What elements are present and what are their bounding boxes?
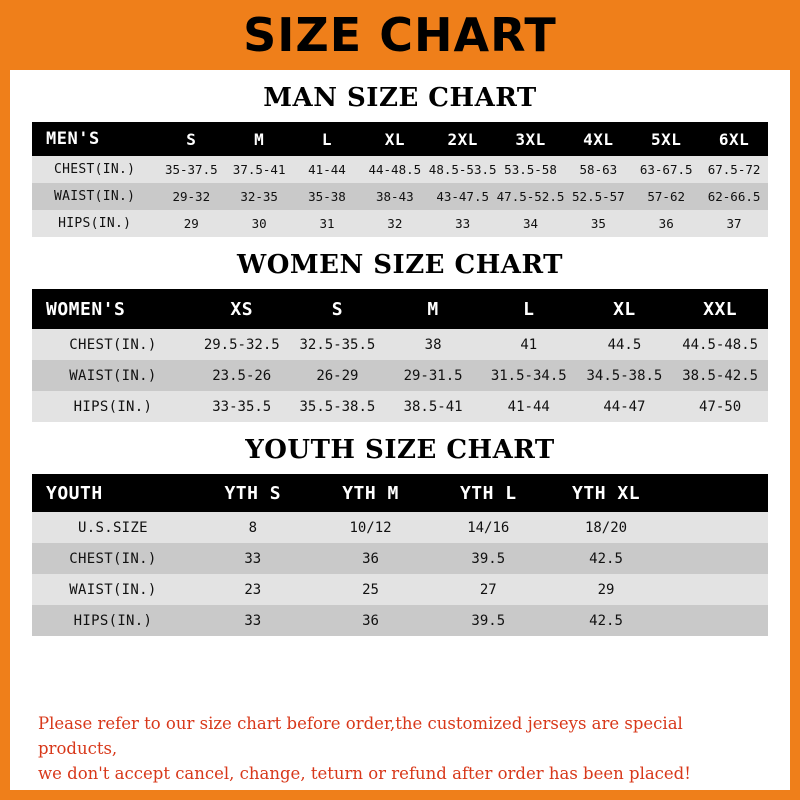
men-hips-l: 31 <box>319 216 335 231</box>
youth-ussize-xl: 18/20 <box>584 519 628 536</box>
youth-chest-xl: 42.5 <box>589 550 623 567</box>
men-chest-5xl: 63-67.5 <box>639 162 693 177</box>
table-row <box>32 543 768 574</box>
youth-waist-label: WAIST(IN.) <box>69 581 157 598</box>
youth-ussize-label: U.S.SIZE <box>78 519 148 536</box>
men-header-l: L <box>321 129 333 149</box>
women-chest-label: CHEST(IN.) <box>69 336 157 353</box>
youth-hips-s: 33 <box>244 612 262 629</box>
women-header-xxl: XXL <box>703 298 738 320</box>
men-waist-5xl: 57-62 <box>647 189 686 204</box>
youth-size-section <box>10 435 790 636</box>
women-hips-xxl: 47-50 <box>699 398 742 415</box>
men-chest-m: 37.5-41 <box>232 162 286 177</box>
men-waist-3xl: 47.5-52.5 <box>496 189 565 204</box>
men-header-2xl: 2XL <box>447 129 478 149</box>
table-row <box>32 156 768 183</box>
women-waist-label: WAIST(IN.) <box>69 367 157 384</box>
women-header-xl: XL <box>613 298 636 320</box>
youth-waist-m: 25 <box>362 581 379 598</box>
men-chest-label: CHEST(IN.) <box>54 162 136 177</box>
women-waist-m: 29-31.5 <box>403 367 463 384</box>
women-hips-s: 35.5-38.5 <box>299 398 376 415</box>
table-row <box>32 183 768 210</box>
youth-chest-l: 39.5 <box>471 550 506 567</box>
table-header-row <box>32 122 768 156</box>
footer-notice <box>20 701 780 800</box>
women-header-s: S <box>331 298 344 320</box>
table-header-row <box>32 289 768 329</box>
women-hips-xs: 33-35.5 <box>212 398 272 415</box>
men-chest-l: 41-44 <box>308 162 346 177</box>
men-chest-2xl: 48.5-53.5 <box>428 162 497 177</box>
women-hips-xl: 44-47 <box>603 398 646 415</box>
women-waist-l: 31.5-34.5 <box>490 367 567 384</box>
men-size-table <box>32 122 768 237</box>
youth-header-xl: YTH XL <box>572 482 641 504</box>
women-header-label: WOMEN'S <box>46 298 126 320</box>
table-row <box>32 391 768 422</box>
men-header-label: MEN'S <box>46 129 100 149</box>
youth-size-table <box>32 474 768 636</box>
women-hips-l: 41-44 <box>507 398 550 415</box>
youth-waist-xl: 29 <box>597 581 615 598</box>
men-header-4xl: 4XL <box>583 129 614 149</box>
page-banner <box>0 0 800 70</box>
men-header-m: M <box>254 129 265 149</box>
men-header-6xl: 6XL <box>718 129 750 149</box>
youth-hips-label: HIPS(IN.) <box>73 612 153 629</box>
women-chest-xl: 44.5 <box>607 336 642 353</box>
footer-line-2: we don't accept cancel, change, teturn or refund after order has been placed! <box>38 764 691 783</box>
men-hips-4xl: 35 <box>590 216 606 231</box>
men-hips-2xl: 33 <box>455 216 471 231</box>
men-waist-s: 29-32 <box>172 189 211 204</box>
men-size-section <box>10 83 790 237</box>
men-header-5xl: 5XL <box>651 129 682 149</box>
youth-header-l: YTH L <box>459 482 517 504</box>
men-hips-6xl: 37 <box>726 216 742 231</box>
women-hips-m: 38.5-41 <box>403 398 463 415</box>
men-waist-xl: 38-43 <box>376 189 414 204</box>
men-waist-label: WAIST(IN.) <box>54 189 136 204</box>
table-row <box>32 329 768 360</box>
bottom-accent-strip <box>0 790 800 800</box>
women-chest-l: 41 <box>520 336 538 353</box>
women-chest-xs: 29.5-32.5 <box>203 336 280 353</box>
men-waist-2xl: 43-47.5 <box>436 189 490 204</box>
men-header-3xl: 3XL <box>515 129 546 149</box>
youth-header-label: YOUTH <box>46 482 103 504</box>
men-hips-xl: 32 <box>387 216 403 231</box>
youth-chest-label: CHEST(IN.) <box>69 550 157 567</box>
youth-chest-empty <box>665 543 768 574</box>
men-waist-4xl: 52.5-57 <box>572 189 625 204</box>
table-row <box>32 574 768 605</box>
men-hips-5xl: 36 <box>658 216 674 231</box>
women-size-table <box>32 289 768 422</box>
youth-section-title: YOUTH SIZE CHART <box>245 435 555 465</box>
men-hips-3xl: 34 <box>522 216 539 231</box>
table-row <box>32 360 768 391</box>
footer-line-1: Please refer to our size chart before order,the customized jerseys are special products, <box>38 714 683 758</box>
men-chest-xl: 44-48.5 <box>368 162 422 177</box>
men-waist-l: 35-38 <box>308 189 346 204</box>
women-size-section <box>10 250 790 422</box>
youth-header-m: YTH M <box>342 482 399 504</box>
table-row <box>32 210 768 237</box>
men-hips-m: 30 <box>251 216 267 231</box>
men-section-title: MAN SIZE CHART <box>263 83 537 113</box>
youth-hips-l: 39.5 <box>471 612 506 629</box>
youth-waist-s: 23 <box>244 581 262 598</box>
men-header-s: S <box>186 129 197 149</box>
men-chest-s: 35-37.5 <box>164 162 218 177</box>
youth-header-s: YTH S <box>224 482 282 504</box>
men-hips-label: HIPS(IN.) <box>58 216 132 231</box>
men-waist-m: 32-35 <box>240 189 278 204</box>
youth-ussize-s: 8 <box>248 519 257 536</box>
youth-header-empty <box>665 474 768 512</box>
women-header-xs: XS <box>230 298 254 320</box>
men-header-xl: XL <box>384 129 405 149</box>
women-chest-m: 38 <box>424 336 442 353</box>
youth-ussize-empty <box>665 512 768 543</box>
women-waist-xl: 34.5-38.5 <box>586 367 663 384</box>
table-row <box>32 512 768 543</box>
women-section-title: WOMEN SIZE CHART <box>237 250 563 280</box>
youth-chest-s: 33 <box>244 550 262 567</box>
table-row <box>32 605 768 636</box>
women-waist-xs: 23.5-26 <box>212 367 272 384</box>
women-hips-label: HIPS(IN.) <box>73 398 153 415</box>
men-chest-3xl: 53.5-58 <box>504 162 557 177</box>
youth-ussize-l: 14/16 <box>467 519 510 536</box>
men-chest-4xl: 58-63 <box>579 162 618 177</box>
women-chest-s: 32.5-35.5 <box>299 336 376 353</box>
youth-hips-m: 36 <box>362 612 379 629</box>
youth-hips-xl: 42.5 <box>589 612 623 629</box>
men-hips-s: 29 <box>183 216 199 231</box>
youth-hips-empty <box>665 605 768 636</box>
women-header-m: M <box>427 298 439 320</box>
women-header-l: L <box>523 298 535 320</box>
youth-chest-m: 36 <box>362 550 379 567</box>
women-chest-xxl: 44.5-48.5 <box>682 336 759 353</box>
youth-waist-empty <box>665 574 768 605</box>
women-waist-xxl: 38.5-42.5 <box>682 367 759 384</box>
men-chest-6xl: 67.5-72 <box>707 162 761 177</box>
page-title: SIZE CHART <box>243 8 557 62</box>
youth-waist-l: 27 <box>479 581 497 598</box>
women-waist-s: 26-29 <box>316 367 359 384</box>
youth-ussize-m: 10/12 <box>349 519 392 536</box>
men-waist-6xl: 62-66.5 <box>707 189 761 204</box>
table-header-row <box>32 474 768 512</box>
